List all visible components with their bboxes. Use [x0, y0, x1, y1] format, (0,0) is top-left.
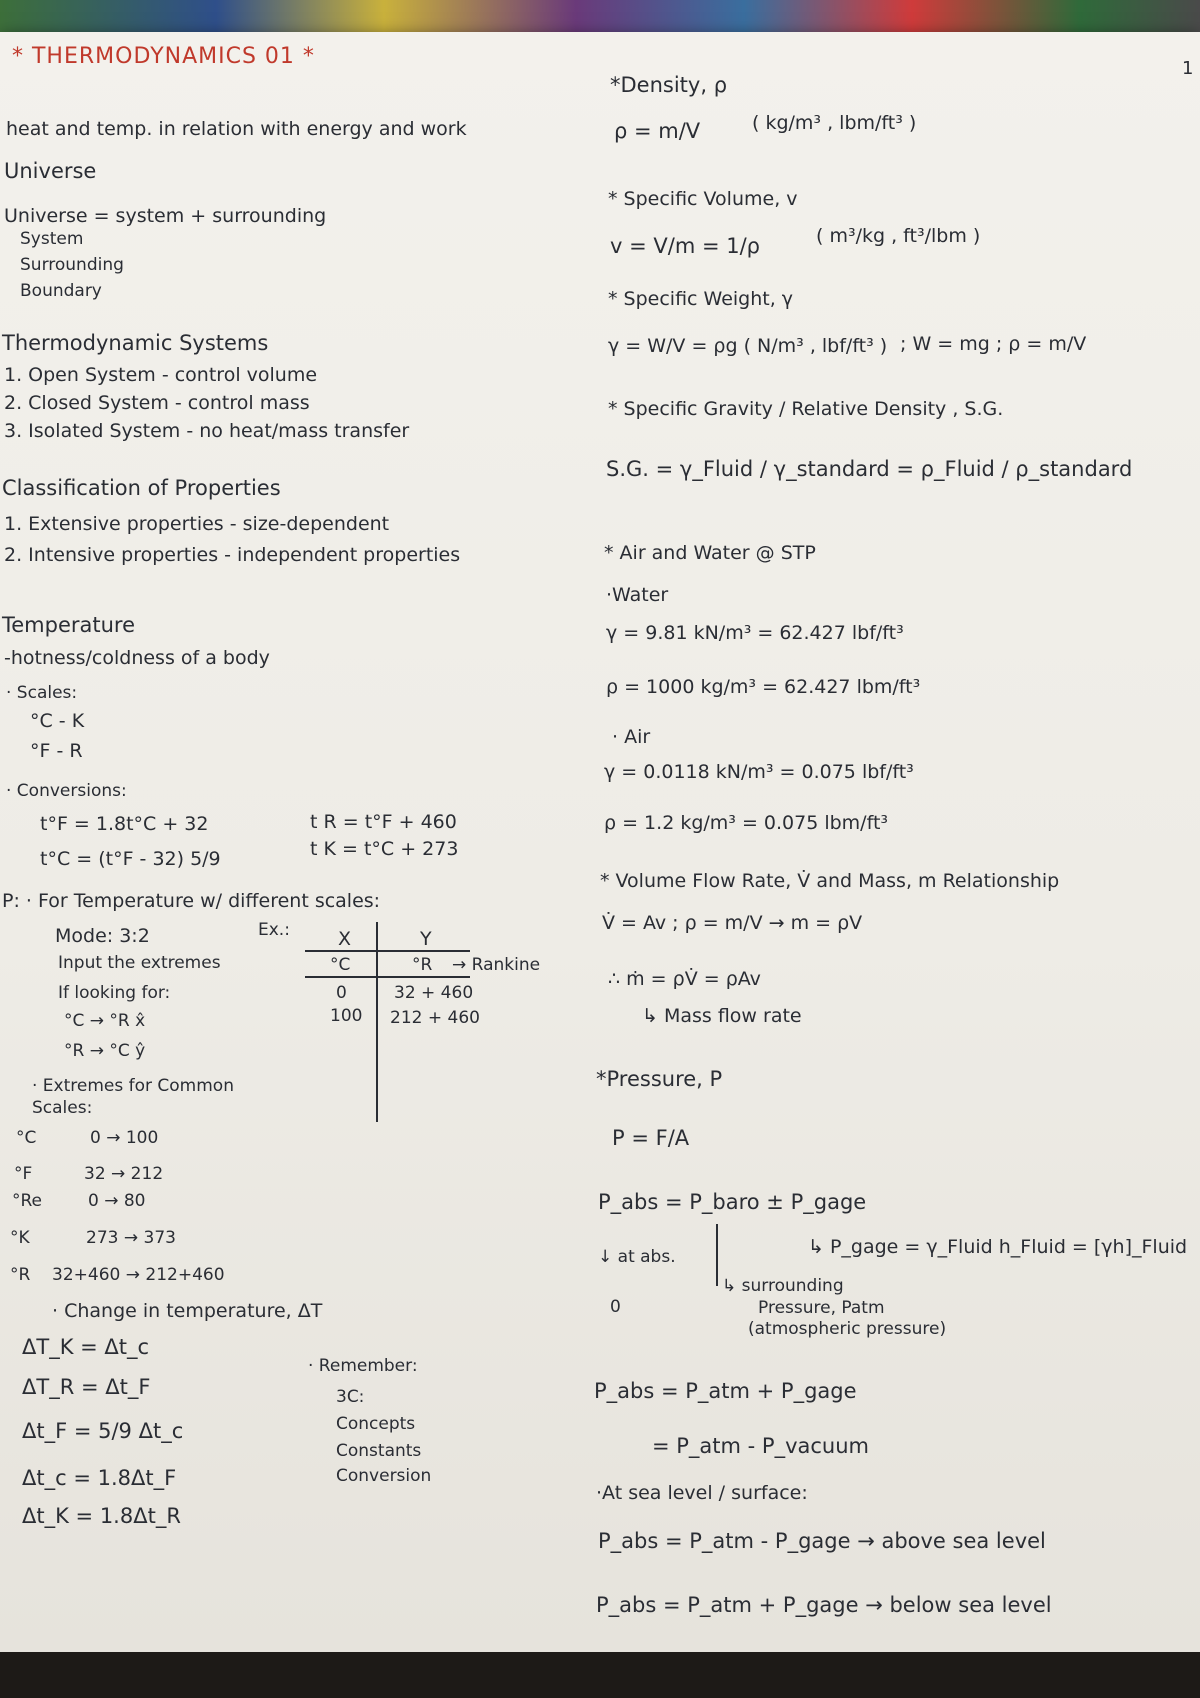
remember-item: 3C:	[336, 1387, 365, 1407]
universe-item: Surrounding	[20, 255, 124, 275]
flow-equation: ∴ ṁ = ρV̇ = ρAv	[608, 968, 761, 990]
sea-heading: ·At sea level / surface:	[596, 1482, 808, 1504]
remember-item: Conversion	[336, 1466, 432, 1486]
specific-gravity-equation: S.G. = γ_Fluid / γ_standard = ρ_Fluid / ρ_standard	[606, 457, 1133, 481]
table-divider	[376, 922, 378, 1122]
property-item: 1. Extensive properties - size-dependent	[4, 513, 390, 535]
table-unit-y: °R	[412, 955, 433, 975]
tip-line: Input the extremes	[58, 953, 221, 973]
scale-pair: °F - R	[30, 740, 83, 762]
extreme-range: 32+460 → 212+460	[52, 1265, 225, 1285]
pressure-equation: P = F/A	[612, 1126, 690, 1150]
remember-item: Concepts	[336, 1414, 416, 1434]
system-item: 3. Isolated System - no heat/mass transfer	[4, 420, 410, 442]
change-heading: · Change in temperature, ΔT	[52, 1300, 323, 1322]
conversion-formula: t°C = (t°F - 32) 5/9	[40, 848, 221, 870]
temperature-definition: -hotness/coldness of a body	[4, 647, 270, 669]
extreme-unit: °R	[10, 1265, 31, 1285]
change-formula: Δt_K = 1.8Δt_R	[22, 1504, 181, 1528]
table-unit-x: °C	[330, 955, 351, 975]
table-cell: 212 + 460	[390, 1008, 480, 1028]
extreme-unit: °F	[14, 1164, 33, 1184]
extreme-unit: °K	[10, 1228, 30, 1248]
property-item: 2. Intensive properties - independent properties	[4, 544, 461, 566]
surround-line: ↳ surrounding	[722, 1276, 844, 1296]
at-abs-label: ↓ at abs.	[598, 1247, 676, 1267]
change-formula: Δt_F = 5/9 Δt_c	[22, 1419, 184, 1443]
pressure-gage-equation: ↳ P_gage = γ_Fluid h_Fluid = [γh]_Fluid	[808, 1236, 1188, 1258]
universe-equation: Universe = system + surrounding	[4, 205, 327, 227]
tip-line: °C → °R x̂	[64, 1011, 146, 1031]
zero-label: 0	[610, 1297, 621, 1317]
properties-heading: Classification of Properties	[2, 476, 281, 500]
table-cell: 0	[336, 983, 347, 1003]
systems-heading: Thermodynamic Systems	[2, 331, 269, 355]
universe-item: System	[20, 229, 84, 249]
stp-heading: * Air and Water @ STP	[604, 542, 816, 564]
system-item: 1. Open System - control volume	[4, 364, 318, 386]
universe-item: Boundary	[20, 281, 102, 301]
page-number: 1	[1182, 58, 1194, 79]
extreme-range: 0 → 100	[90, 1128, 159, 1148]
extreme-range: 32 → 212	[84, 1164, 164, 1184]
surround-line: (atmospheric pressure)	[748, 1319, 947, 1339]
conversions-heading: · Conversions:	[6, 781, 127, 801]
specific-volume-heading: * Specific Volume, v	[608, 188, 798, 210]
table-unit-rule	[305, 976, 470, 978]
pressure-heading: *Pressure, P	[596, 1067, 723, 1091]
system-item: 2. Closed System - control mass	[4, 392, 310, 414]
tip-line: Mode: 3:2	[55, 925, 150, 947]
change-formula: Δt_c = 1.8Δt_F	[22, 1466, 177, 1490]
page-title: * THERMODYNAMICS 01 *	[12, 44, 315, 69]
extreme-range: 0 → 80	[88, 1191, 146, 1211]
table-col-x: X	[338, 928, 352, 950]
bracket-line	[716, 1224, 718, 1286]
air-heading: · Air	[612, 726, 651, 748]
specific-weight-equation: γ = W/V = ρg ( N/m³ , lbf/ft³ )	[608, 335, 888, 357]
table-header-rule	[305, 950, 470, 952]
notebook-page	[0, 32, 1200, 1652]
density-heading: *Density, ρ	[610, 73, 728, 97]
tip-line: If looking for:	[58, 983, 171, 1003]
pressure-abs-equation: P_abs = P_baro ± P_gage	[598, 1190, 867, 1214]
tip-line: °R → °C ŷ	[64, 1041, 146, 1061]
universe-heading: Universe	[4, 159, 97, 183]
flow-note: ↳ Mass flow rate	[642, 1005, 802, 1027]
background-floor	[0, 1652, 1200, 1698]
water-property: ρ = 1000 kg/m³ = 62.427 lbm/ft³	[606, 676, 921, 698]
density-units: ( kg/m³ , lbm/ft³ )	[752, 112, 917, 134]
air-property: γ = 0.0118 kN/m³ = 0.075 lbf/ft³	[604, 761, 914, 783]
conversion-formula: t K = t°C + 273	[310, 838, 459, 860]
density-equation: ρ = m/V	[614, 119, 701, 143]
specific-weight-note: ; W = mg ; ρ = m/V	[900, 333, 1087, 355]
pressure-abs-2: P_abs = P_atm + P_gage	[594, 1379, 857, 1403]
table-col-y: Y	[420, 928, 432, 950]
remember-heading: · Remember:	[308, 1356, 418, 1376]
extreme-range: 273 → 373	[86, 1228, 176, 1248]
change-formula: ΔT_K = Δt_c	[22, 1335, 150, 1359]
specific-volume-equation: v = V/m = 1/ρ	[610, 234, 760, 258]
surround-line: Pressure, Patm	[758, 1298, 885, 1318]
scales-heading: · Scales:	[6, 683, 78, 703]
extreme-unit: °Re	[12, 1191, 43, 1211]
change-formula: ΔT_R = Δt_F	[22, 1375, 151, 1399]
intro-text: heat and temp. in relation with energy and work	[6, 118, 467, 140]
air-property: ρ = 1.2 kg/m³ = 0.075 lbm/ft³	[604, 812, 889, 834]
extremes-heading: · Extremes for Common Scales:	[32, 1076, 234, 1118]
extreme-unit: °C	[16, 1128, 37, 1148]
sea-formula: P_abs = P_atm + P_gage → below sea level	[596, 1593, 1052, 1617]
conversion-formula: t R = t°F + 460	[310, 811, 457, 833]
sea-formula: P_abs = P_atm - P_gage → above sea level	[598, 1529, 1046, 1553]
water-heading: ·Water	[606, 584, 669, 606]
example-label: Ex.:	[258, 920, 290, 940]
table-cell: 32 + 460	[394, 983, 474, 1003]
table-unit-y-note: → Rankine	[452, 955, 541, 975]
flow-heading: * Volume Flow Rate, V̇ and Mass, m Relationship	[600, 870, 1060, 892]
table-cell: 100	[330, 1006, 363, 1026]
flow-equation: V̇ = Av ; ρ = m/V → m = ρV	[602, 912, 863, 934]
tip-heading: P: · For Temperature w/ different scales:	[2, 890, 381, 912]
temperature-heading: Temperature	[2, 613, 136, 637]
pressure-abs-2: = P_atm - P_vacuum	[652, 1434, 870, 1458]
conversion-formula: t°F = 1.8t°C + 32	[40, 813, 209, 835]
remember-item: Constants	[336, 1441, 422, 1461]
scale-pair: °C - K	[30, 710, 85, 732]
specific-volume-units: ( m³/kg , ft³/lbm )	[816, 225, 981, 247]
water-property: γ = 9.81 kN/m³ = 62.427 lbf/ft³	[606, 622, 904, 644]
specific-gravity-heading: * Specific Gravity / Relative Density , S.G.	[608, 398, 1004, 420]
specific-weight-heading: * Specific Weight, γ	[608, 288, 794, 310]
